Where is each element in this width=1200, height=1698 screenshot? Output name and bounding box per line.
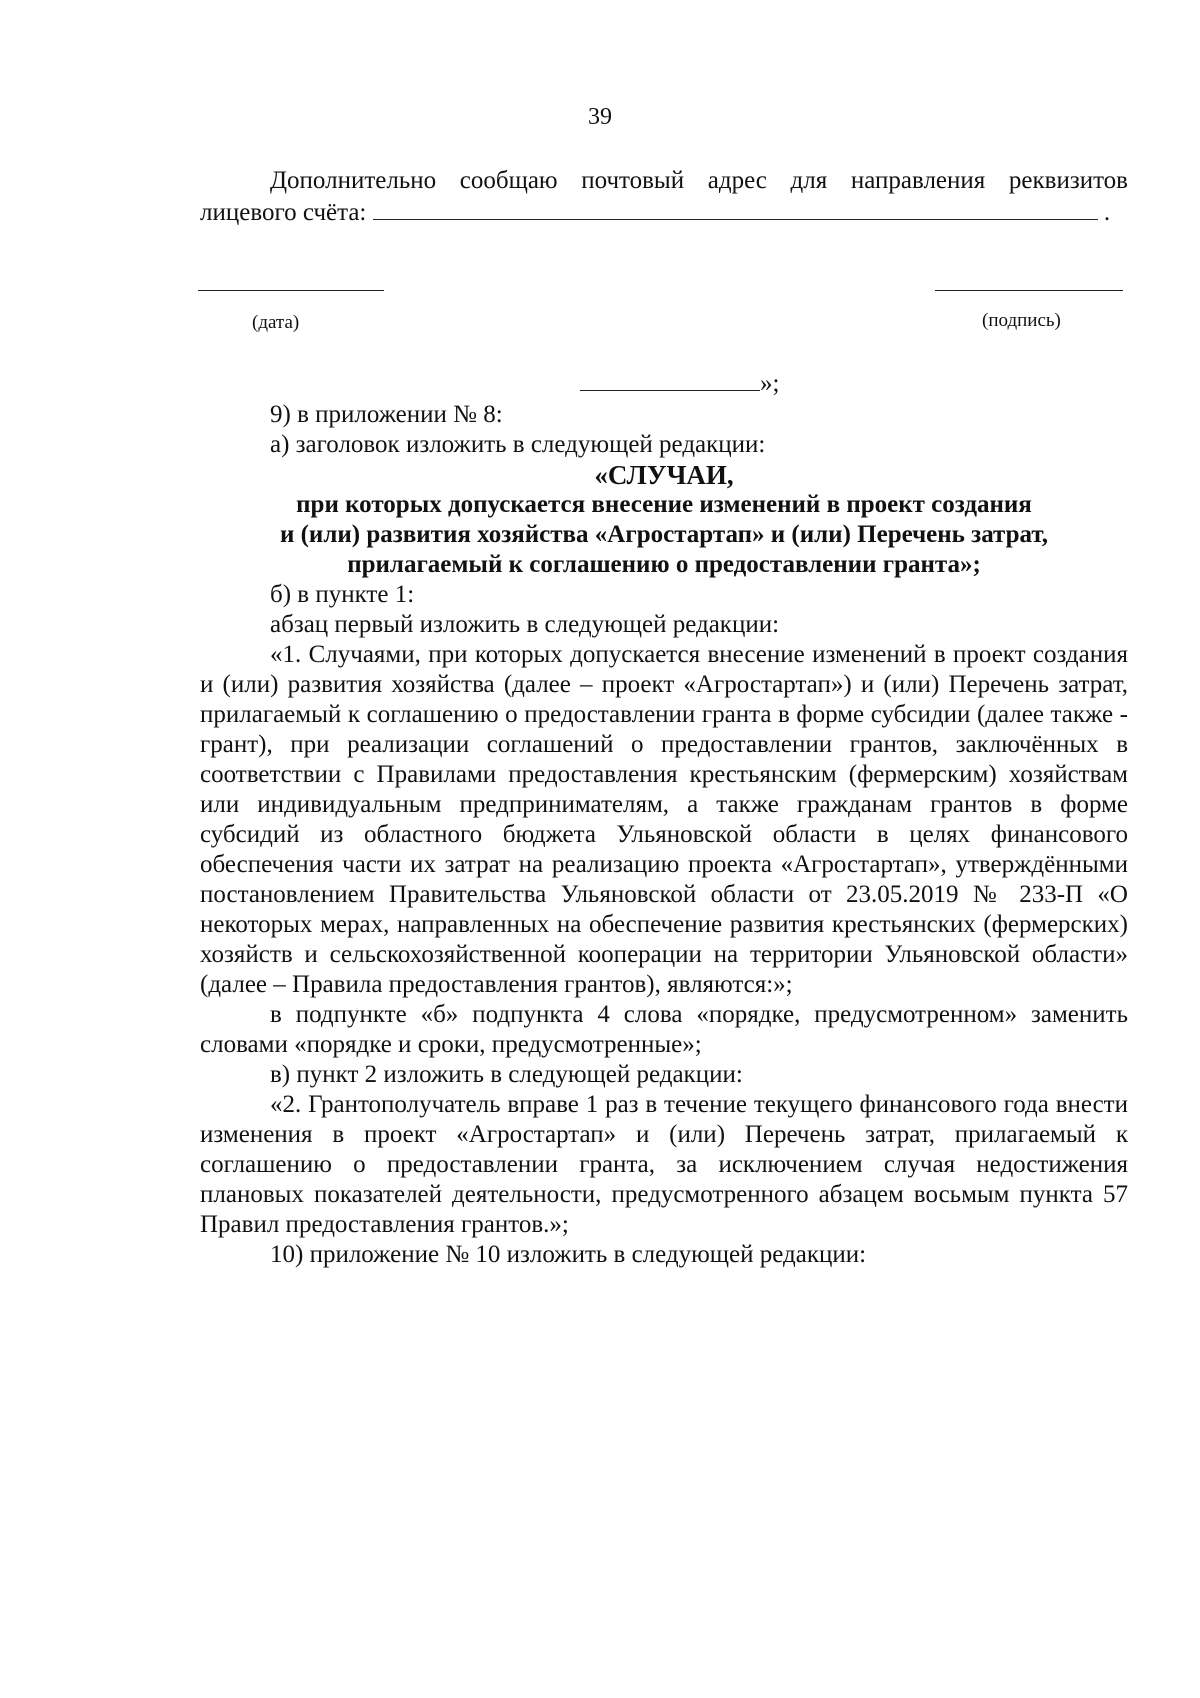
page-number: 39 (588, 104, 612, 130)
intro-line-1: Дополнительно сообщаю почтовый адрес для направления реквизитов (270, 167, 1128, 194)
item-9-heading: 9) в приложении № 8: (270, 401, 503, 428)
item-9-paragraph-2: в подпункте «б» подпункта 4 слова «порядке, предусмотренном» заменить словами «порядке и сроки, предусмотренные»; (200, 1001, 1128, 1058)
date-line (198, 290, 384, 291)
item-9-abzac: абзац первый изложить в следующей редакции: (270, 611, 780, 638)
intro-end-dot: . (1103, 199, 1111, 226)
intro-line-2-row (200, 198, 1128, 228)
item-9-sub-v: в) пункт 2 изложить в следующей редакции: (270, 1061, 743, 1088)
title-line-1: «СЛУЧАИ, (594, 460, 734, 490)
date-label: (дата) (252, 312, 300, 333)
item-9-block (200, 400, 1128, 1270)
closing-quote: »; (760, 370, 780, 397)
item-9-paragraph-3: «2. Грантополучатель вправе 1 раз в течение текущего финансового года внести изменения в проект «Агростартап» и (или) Перечень затрат, прилагаемый к соглашению о предоставлении гранта, за исключением случая недостижения плановых показателей деятельности, предусмотренного абзацем восьмым пункта 57 Правил предоставления грантов.»; (200, 1091, 1128, 1238)
item-9-sub-b: б) в пункте 1: (270, 581, 415, 608)
closing-blank-line (580, 368, 760, 391)
item-9-sub-a: а) заголовок изложить в следующей редакции: (270, 431, 766, 458)
signature-label: (подпись) (982, 310, 1061, 331)
address-blank-line (373, 199, 1098, 220)
title-line-4: прилагаемый к соглашению о предоставлении гранта»; (347, 551, 981, 578)
intro-paragraph (200, 166, 1128, 196)
item-10-heading: 10) приложение № 10 изложить в следующей редакции: (270, 1241, 867, 1268)
intro-line-2: лицевого счёта: (200, 199, 367, 226)
signature-line (935, 290, 1123, 291)
item-9-paragraph-1: «1. Случаями, при которых допускается внесение изменений в проект создания и (или) развития хозяйства (далее – проект «Агростартап») и (или) Перечень затрат, прилагаемый к соглашению о предоставлении гранта в форме субсидии (далее также - грант), при реализации соглашений о предоставлении грантов, заключённых в соответствии с Правилами предоставления крестьянским (фермерским) хозяйствам или индивидуальным предпринимателям, а также гражданам грантов в форме субсидий из областного бюджета Ульяновской области в целях финансового обеспечения части их затрат на реализацию проекта «Агростартап», утверждёнными постановлением Правительства Ульяновской области от 23.05.2019 № 233-П «О некоторых мерах, направленных на обеспечение развития крестьянских (фермерских) хозяйств и сельскохозяйственной кооперации на территории Ульяновской области» (далее – Правила предоставления грантов), являются:»; (200, 641, 1128, 998)
title-line-3: и (или) развития хозяйства «Агростартап» и (или) Перечень затрат, (279, 521, 1049, 548)
title-line-2: при которых допускается внесение изменений в проект создания (296, 491, 1032, 518)
closing-quote-row (580, 368, 880, 399)
